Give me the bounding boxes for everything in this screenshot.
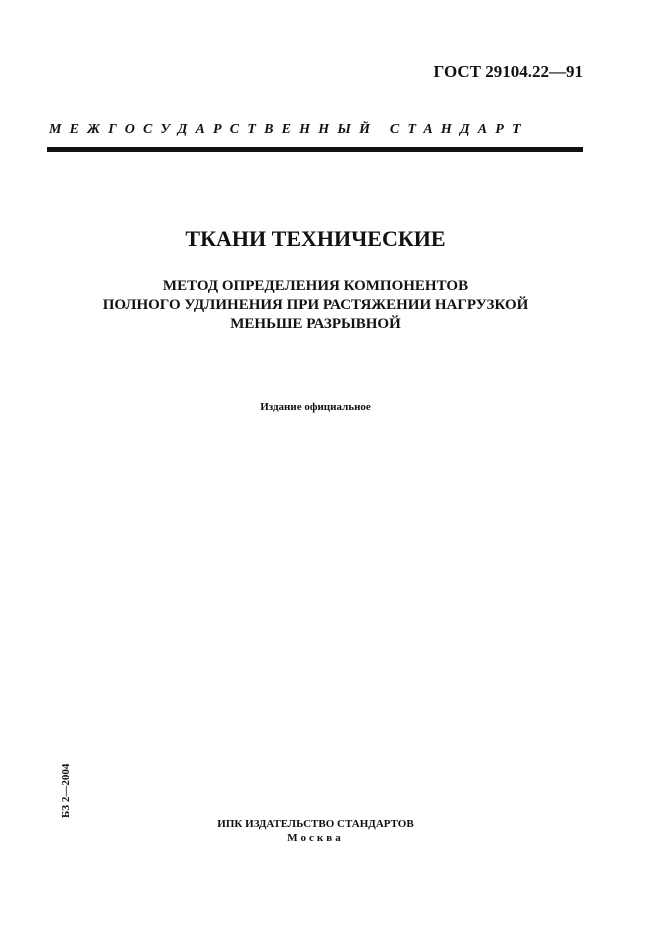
- subtitle-line-2: ПОЛНОГО УДЛИНЕНИЯ ПРИ РАСТЯЖЕНИИ НАГРУЗКОЙ: [102, 297, 529, 313]
- edition-label: Издание официальное: [260, 401, 371, 413]
- standard-type-heading: МЕЖГОСУДАРСТВЕННЫЙ СТАНДАРТ: [49, 122, 529, 137]
- side-code: БЗ 2—2004: [60, 763, 72, 818]
- header-divider: [47, 147, 583, 152]
- publisher-name: ИПК ИЗДАТЕЛЬСТВО СТАНДАРТОВ: [217, 818, 414, 830]
- subtitle-line-3: МЕНЬШЕ РАЗРЫВНОЙ: [230, 316, 401, 332]
- subtitle-line-1: МЕТОД ОПРЕДЕЛЕНИЯ КОМПОНЕНТОВ: [162, 278, 469, 294]
- document-title: ТКАНИ ТЕХНИЧЕСКИЕ: [185, 226, 446, 251]
- publisher-city: Москва: [287, 832, 344, 844]
- gost-number: ГОСТ 29104.22—91: [433, 62, 583, 81]
- document-subtitle: [0, 277, 631, 334]
